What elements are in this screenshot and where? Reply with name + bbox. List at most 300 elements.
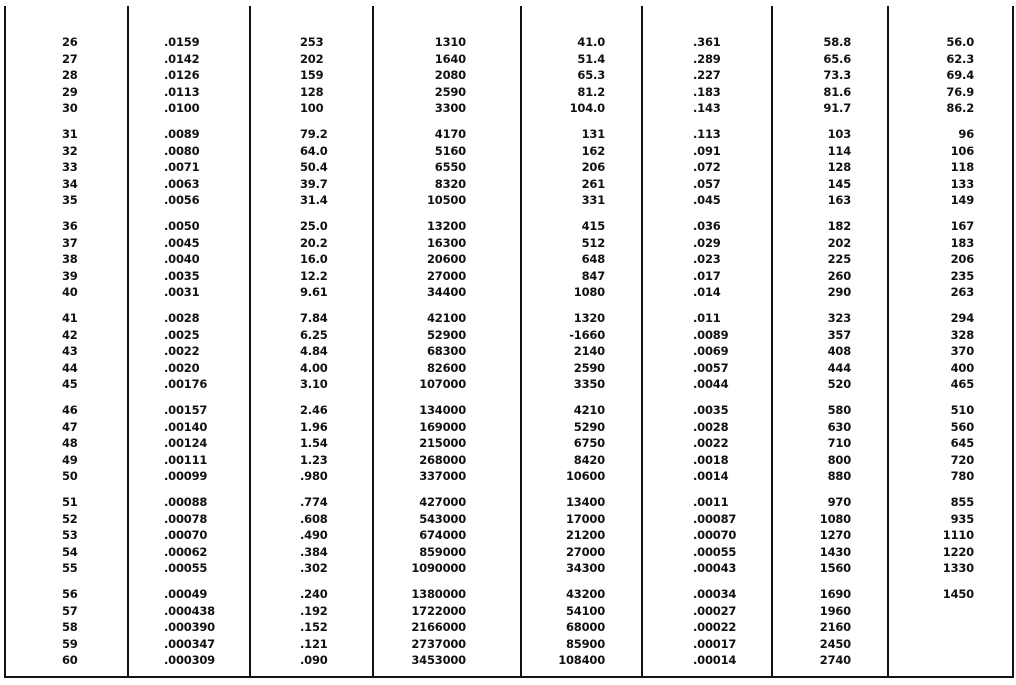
value-cell: 106 (950, 143, 974, 158)
gauge-cell: 58 (62, 620, 78, 634)
value-cell: 1.23 (300, 452, 328, 467)
value-cell: 65.6 (823, 51, 851, 66)
value-cell: 8320 (434, 176, 466, 191)
value-cell: 39.7 (300, 176, 328, 191)
gauge-cell: 59 (62, 636, 78, 651)
value-cell: 73.3 (823, 68, 851, 82)
value-cell: 2737000 (411, 636, 466, 651)
value-cell: 3453000 (411, 653, 466, 667)
value-cell: 202 (827, 235, 851, 250)
value-cell: .192 (300, 603, 328, 618)
value-cell: .143 (693, 101, 721, 115)
value-cell: .029 (693, 235, 721, 250)
value-cell: -1660 (569, 327, 605, 342)
value-cell: 6550 (434, 160, 466, 174)
value-cell: 5160 (434, 143, 466, 158)
value-cell: 8420 (573, 452, 605, 467)
value-cell: 206 (581, 160, 605, 174)
gauge-cell: 45 (62, 377, 78, 391)
value-cell: 859000 (419, 544, 466, 559)
value-cell: .774 (300, 495, 328, 509)
table-row (0, 511, 1016, 528)
value-cell: .121 (300, 636, 328, 651)
table-row (0, 468, 1016, 485)
table-row (0, 376, 1016, 393)
table-row (0, 560, 1016, 577)
value-cell: 42100 (426, 311, 466, 325)
gauge-cell: 34 (62, 176, 78, 191)
value-cell: 847 (581, 268, 605, 283)
value-cell: .00078 (164, 511, 208, 526)
table-row (0, 652, 1016, 669)
value-cell: .0028 (164, 311, 200, 325)
value-cell: .00043 (693, 561, 737, 575)
value-cell: .00022 (693, 620, 737, 634)
value-cell: 56.0 (946, 35, 974, 49)
value-cell: 331 (581, 193, 605, 207)
value-cell: 6.25 (300, 327, 328, 342)
value-cell: 133 (950, 176, 974, 191)
value-cell: 25.0 (300, 219, 328, 233)
table-row (0, 84, 1016, 101)
value-cell: 268000 (419, 452, 466, 467)
value-cell: 145 (827, 176, 851, 191)
value-cell: .036 (693, 219, 721, 233)
value-cell: 1330 (942, 561, 974, 575)
value-cell: 103 (827, 127, 851, 141)
value-cell: .00049 (164, 587, 208, 601)
value-cell: 510 (950, 403, 974, 417)
value-cell: .011 (693, 311, 721, 325)
value-cell: 13400 (565, 495, 605, 509)
value-cell: 415 (581, 219, 605, 233)
gauge-cell: 41 (62, 311, 78, 325)
value-cell: 27000 (426, 268, 466, 283)
value-cell: 12.2 (300, 268, 328, 283)
value-cell: 294 (950, 311, 974, 325)
value-cell: .00055 (693, 544, 737, 559)
value-cell: 10500 (426, 193, 466, 207)
gauge-cell: 38 (62, 252, 78, 266)
value-cell: .0044 (693, 377, 729, 391)
value-cell: .0011 (693, 495, 729, 509)
value-cell: 235 (950, 268, 974, 283)
value-cell: .0035 (164, 268, 200, 283)
table-row (0, 327, 1016, 344)
value-cell: .0100 (164, 101, 200, 115)
gauge-cell: 42 (62, 327, 78, 342)
value-cell: .0063 (164, 176, 200, 191)
value-cell: 2160 (819, 620, 851, 634)
value-cell: 225 (827, 252, 851, 266)
value-cell: .00088 (164, 495, 208, 509)
value-cell: .00099 (164, 469, 208, 483)
gauge-cell: 44 (62, 360, 78, 375)
value-cell: .091 (693, 143, 721, 158)
value-cell: 16.0 (300, 252, 328, 266)
gauge-cell: 51 (62, 495, 78, 509)
value-cell: .384 (300, 544, 328, 559)
value-cell: .0028 (693, 419, 729, 434)
value-cell: 970 (827, 495, 851, 509)
value-cell: 27000 (565, 544, 605, 559)
table-row (0, 586, 1016, 603)
table-row (0, 192, 1016, 209)
table-row (0, 284, 1016, 301)
gauge-cell: 53 (62, 528, 78, 542)
value-cell: 648 (581, 252, 605, 266)
value-cell: 107000 (419, 377, 466, 391)
table-row (0, 619, 1016, 636)
table-row (0, 452, 1016, 469)
gauge-cell: 50 (62, 469, 78, 483)
table-row (0, 251, 1016, 268)
value-cell: 720 (950, 452, 974, 467)
value-cell: 261 (581, 176, 605, 191)
value-cell: .0014 (693, 469, 729, 483)
value-cell: 880 (827, 469, 851, 483)
value-cell: 560 (950, 419, 974, 434)
table-row (0, 494, 1016, 511)
value-cell: 710 (827, 436, 851, 450)
value-cell: 3.10 (300, 377, 328, 391)
gauge-cell: 33 (62, 160, 78, 174)
value-cell: 6750 (573, 436, 605, 450)
gauge-cell: 40 (62, 285, 78, 299)
value-cell: 2740 (819, 653, 851, 667)
value-cell: 20.2 (300, 235, 328, 250)
value-cell: .0089 (164, 127, 200, 141)
value-cell: 290 (827, 285, 851, 299)
value-cell: 114 (827, 143, 851, 158)
value-cell: 7.84 (300, 311, 328, 325)
table-row (0, 100, 1016, 117)
table-row (0, 159, 1016, 176)
value-cell: .0071 (164, 160, 200, 174)
value-cell: 13200 (426, 219, 466, 233)
value-cell: 2166000 (411, 620, 466, 634)
value-cell: 4.84 (300, 344, 328, 358)
value-cell: 76.9 (946, 84, 974, 99)
value-cell: .000309 (164, 653, 215, 667)
gauge-cell: 35 (62, 193, 78, 207)
table-row (0, 435, 1016, 452)
value-cell: 520 (827, 377, 851, 391)
value-cell: .0159 (164, 35, 200, 49)
value-cell: 1960 (819, 603, 851, 618)
value-cell: 800 (827, 452, 851, 467)
value-cell: .980 (300, 469, 328, 483)
gauge-cell: 31 (62, 127, 78, 141)
value-cell: 1270 (819, 528, 851, 542)
value-cell: .0089 (693, 327, 729, 342)
value-cell: 1320 (573, 311, 605, 325)
value-cell: 3300 (434, 101, 466, 115)
value-cell: 630 (827, 419, 851, 434)
value-cell: 69.4 (946, 68, 974, 82)
value-cell: 31.4 (300, 193, 328, 207)
table-row (0, 527, 1016, 544)
value-cell: 128 (827, 160, 851, 174)
value-cell: 263 (950, 285, 974, 299)
value-cell: .00014 (693, 653, 737, 667)
value-cell: .00070 (164, 528, 208, 542)
value-cell: 34300 (565, 561, 605, 575)
value-cell: .000347 (164, 636, 215, 651)
value-cell: 5290 (573, 419, 605, 434)
value-cell: .0113 (164, 84, 200, 99)
gauge-cell: 39 (62, 268, 78, 283)
value-cell: .090 (300, 653, 328, 667)
value-cell: .113 (693, 127, 721, 141)
table-row (0, 126, 1016, 143)
bottom-rule (4, 676, 1014, 678)
table-row (0, 268, 1016, 285)
value-cell: 128 (300, 84, 324, 99)
value-cell: 108400 (558, 653, 605, 667)
value-cell: 1.96 (300, 419, 328, 434)
gauge-cell: 27 (62, 51, 78, 66)
value-cell: .608 (300, 511, 328, 526)
value-cell: .0018 (693, 452, 729, 467)
value-cell: 91.7 (823, 101, 851, 115)
value-cell: 43200 (565, 587, 605, 601)
value-cell: 1080 (573, 285, 605, 299)
value-cell: .0022 (164, 344, 200, 358)
gauge-cell: 29 (62, 84, 78, 99)
gauge-cell: 57 (62, 603, 78, 618)
table-row (0, 310, 1016, 327)
value-cell: .00062 (164, 544, 208, 559)
table-row (0, 176, 1016, 193)
value-cell: .183 (693, 84, 721, 99)
gauge-cell: 56 (62, 587, 78, 601)
value-cell: .0035 (693, 403, 729, 417)
value-cell: 512 (581, 235, 605, 250)
value-cell: .302 (300, 561, 328, 575)
value-cell: .045 (693, 193, 721, 207)
value-cell: 780 (950, 469, 974, 483)
value-cell: 81.2 (577, 84, 605, 99)
value-cell: .057 (693, 176, 721, 191)
value-cell: .361 (693, 35, 721, 49)
gauge-cell: 60 (62, 653, 78, 667)
gauge-cell: 26 (62, 35, 78, 49)
gauge-cell: 43 (62, 344, 78, 358)
value-cell: 427000 (419, 495, 466, 509)
value-cell: 337000 (419, 469, 466, 483)
value-cell: .152 (300, 620, 328, 634)
value-cell: 96 (958, 127, 974, 141)
value-cell: 10600 (565, 469, 605, 483)
table-row (0, 636, 1016, 653)
value-cell: .0022 (693, 436, 729, 450)
value-cell: 86.2 (946, 101, 974, 115)
value-cell: 1110 (942, 528, 974, 542)
value-cell: 1080 (819, 511, 851, 526)
table-row (0, 67, 1016, 84)
value-cell: .0080 (164, 143, 200, 158)
value-cell: 2450 (819, 636, 851, 651)
value-cell: 4.00 (300, 360, 328, 375)
value-cell: 118 (950, 160, 974, 174)
value-cell: 3350 (573, 377, 605, 391)
value-cell: 645 (950, 436, 974, 450)
value-cell: 400 (950, 360, 974, 375)
value-cell: 81.6 (823, 84, 851, 99)
value-cell: .227 (693, 68, 721, 82)
gauge-cell: 46 (62, 403, 78, 417)
value-cell: 54100 (565, 603, 605, 618)
value-cell: 52900 (426, 327, 466, 342)
value-cell: 1640 (434, 51, 466, 66)
gauge-cell: 49 (62, 452, 78, 467)
value-cell: .017 (693, 268, 721, 283)
gauge-cell: 54 (62, 544, 78, 559)
value-cell: .00027 (693, 603, 737, 618)
table-row (0, 360, 1016, 377)
value-cell: 21200 (565, 528, 605, 542)
value-cell: .0056 (164, 193, 200, 207)
value-cell: .0045 (164, 235, 200, 250)
value-cell: 674000 (419, 528, 466, 542)
value-cell: 370 (950, 344, 974, 358)
value-cell: 82600 (426, 360, 466, 375)
value-cell: 1430 (819, 544, 851, 559)
gauge-cell: 55 (62, 561, 78, 575)
value-cell: 1690 (819, 587, 851, 601)
table-row (0, 544, 1016, 561)
value-cell: 2140 (573, 344, 605, 358)
value-cell: 1450 (942, 587, 974, 601)
table-row (0, 34, 1016, 51)
value-cell: 134000 (419, 403, 466, 417)
value-cell: .00176 (164, 377, 208, 391)
value-cell: .0069 (693, 344, 729, 358)
value-cell: .072 (693, 160, 721, 174)
value-cell: 17000 (565, 511, 605, 526)
value-cell: .023 (693, 252, 721, 266)
value-cell: .490 (300, 528, 328, 542)
value-cell: 68000 (565, 620, 605, 634)
value-cell: 1560 (819, 561, 851, 575)
table-row (0, 235, 1016, 252)
value-cell: 65.3 (577, 68, 605, 82)
value-cell: 1090000 (411, 561, 466, 575)
value-cell: .00140 (164, 419, 208, 434)
value-cell: 202 (300, 51, 324, 66)
value-cell: 2590 (573, 360, 605, 375)
gauge-cell: 28 (62, 68, 78, 82)
value-cell: 215000 (419, 436, 466, 450)
value-cell: .000438 (164, 603, 215, 618)
value-cell: 68300 (426, 344, 466, 358)
value-cell: 183 (950, 235, 974, 250)
table-row (0, 603, 1016, 620)
value-cell: 100 (300, 101, 324, 115)
value-cell: .00055 (164, 561, 208, 575)
value-cell: 149 (950, 193, 974, 207)
value-cell: 41.0 (577, 35, 605, 49)
value-cell: .289 (693, 51, 721, 66)
value-cell: 2080 (434, 68, 466, 82)
gauge-cell: 37 (62, 235, 78, 250)
value-cell: .014 (693, 285, 721, 299)
value-cell: .0142 (164, 51, 200, 66)
value-cell: 167 (950, 219, 974, 233)
value-cell: 2590 (434, 84, 466, 99)
value-cell: .0057 (693, 360, 729, 375)
value-cell: 4210 (573, 403, 605, 417)
value-cell: 465 (950, 377, 974, 391)
value-cell: 444 (827, 360, 851, 375)
value-cell: .0126 (164, 68, 200, 82)
value-cell: .00111 (164, 452, 208, 467)
table-row (0, 218, 1016, 235)
value-cell: 163 (827, 193, 851, 207)
value-cell: 206 (950, 252, 974, 266)
gauge-cell: 52 (62, 511, 78, 526)
table-row (0, 51, 1016, 68)
value-cell: .0020 (164, 360, 200, 375)
value-cell: 1310 (434, 35, 466, 49)
value-cell: 1220 (942, 544, 974, 559)
value-cell: 50.4 (300, 160, 328, 174)
value-cell: 85900 (565, 636, 605, 651)
value-cell: 159 (300, 68, 324, 82)
value-cell: .00124 (164, 436, 208, 450)
value-cell: .00087 (693, 511, 737, 526)
value-cell: 253 (300, 35, 324, 49)
gauge-cell: 32 (62, 143, 78, 158)
gauge-cell: 36 (62, 219, 78, 233)
value-cell: 104.0 (569, 101, 605, 115)
gauge-cell: 47 (62, 419, 78, 434)
value-cell: 2.46 (300, 403, 328, 417)
value-cell: 58.8 (823, 35, 851, 49)
value-cell: .240 (300, 587, 328, 601)
gauge-cell: 30 (62, 101, 78, 115)
table-row (0, 343, 1016, 360)
value-cell: 543000 (419, 511, 466, 526)
value-cell: 64.0 (300, 143, 328, 158)
value-cell: 260 (827, 268, 851, 283)
value-cell: 323 (827, 311, 851, 325)
value-cell: 34400 (426, 285, 466, 299)
table-row (0, 143, 1016, 160)
value-cell: 131 (581, 127, 605, 141)
value-cell: 169000 (419, 419, 466, 434)
value-cell: 357 (827, 327, 851, 342)
value-cell: .000390 (164, 620, 215, 634)
value-cell: 4170 (434, 127, 466, 141)
value-cell: 182 (827, 219, 851, 233)
value-cell: .0025 (164, 327, 200, 342)
value-cell: 62.3 (946, 51, 974, 66)
table-row (0, 402, 1016, 419)
gauge-cell: 48 (62, 436, 78, 450)
value-cell: .00157 (164, 403, 208, 417)
value-cell: 51.4 (577, 51, 605, 66)
value-cell: 408 (827, 344, 851, 358)
value-cell: .00070 (693, 528, 737, 542)
value-cell: .0050 (164, 219, 200, 233)
value-cell: 16300 (426, 235, 466, 250)
value-cell: 855 (950, 495, 974, 509)
value-cell: 1.54 (300, 436, 328, 450)
value-cell: 20600 (426, 252, 466, 266)
value-cell: .00017 (693, 636, 737, 651)
